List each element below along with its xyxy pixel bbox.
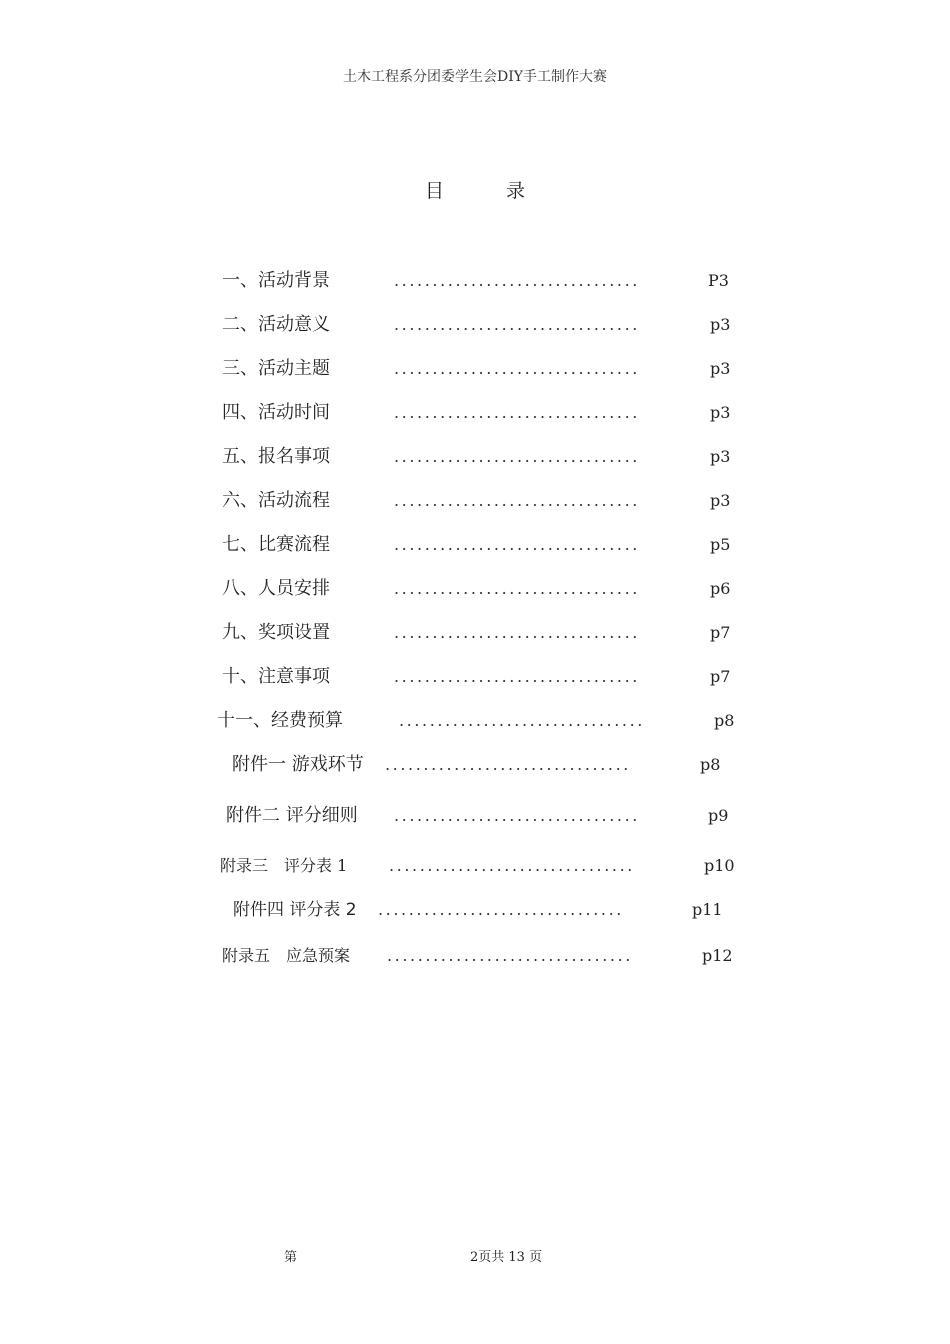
toc-entry[interactable] [222,312,730,338]
toc-page-number: p11 [692,900,723,919]
toc-leader-dots: ................................ [394,447,640,466]
toc-page-number: P3 [708,271,729,290]
toc-leader-dots: ................................ [394,315,640,334]
toc-entry-label: 十一、经费预算 [217,710,343,731]
toc-leader-dots: ................................ [394,623,640,642]
toc-title: 目 录 [424,180,554,202]
toc-page-number: p3 [710,403,731,422]
toc-entry-label: 三、活动主题 [222,358,330,379]
toc-leader-dots: ................................ [378,900,624,919]
toc-leader-dots: ................................ [399,711,645,730]
toc-entry[interactable] [217,708,735,734]
toc-page-number: p3 [710,447,731,466]
toc-leader-dots: ................................ [385,755,631,774]
toc-page-number: p12 [702,946,733,965]
toc-entry-label: 五、报名事项 [222,446,330,467]
toc-entry-label: 八、人员安排 [222,578,330,599]
toc-entry[interactable] [222,943,732,969]
toc-entry-label: 附录五 应急预案 [222,946,351,965]
page-header: 土木工程系分团委学生会DIY手工制作大赛 [343,69,607,85]
toc-entry-label: 一、活动背景 [222,270,330,291]
toc-entry[interactable] [222,620,730,646]
toc-entry[interactable] [226,803,728,829]
toc-page-number: p3 [710,315,731,334]
toc-entry-label: 四、活动时间 [222,402,330,423]
toc-entry-label: 九、奖项设置 [222,622,330,643]
footer-page-count: 2页共 13 页 [470,1250,543,1265]
toc-leader-dots: ................................ [394,491,640,510]
toc-page-number: p9 [708,806,729,825]
toc-leader-dots: ................................ [389,856,635,875]
toc-page-number: p7 [710,623,731,642]
toc-page-number: p8 [714,711,735,730]
toc-entry[interactable] [222,576,730,602]
toc-leader-dots: ................................ [394,359,640,378]
toc-entry[interactable] [220,853,735,879]
toc-entry-label: 六、活动流程 [222,490,330,511]
toc-entry-label: 附件四 评分表 2 [233,900,357,920]
toc-page-number: p7 [710,667,731,686]
toc-page-number: p8 [700,755,721,774]
toc-leader-dots: ................................ [394,403,640,422]
toc-leader-dots: ................................ [394,579,640,598]
toc-entry[interactable] [233,897,723,923]
toc-entry[interactable] [222,444,730,470]
toc-leader-dots: ................................ [394,806,640,825]
toc-leader-dots: ................................ [394,667,640,686]
toc-entry-label: 七、比赛流程 [222,534,330,555]
footer-page-prefix: 第 [284,1250,298,1265]
toc-entry[interactable] [232,752,722,778]
toc-entry[interactable] [222,400,730,426]
toc-entry[interactable] [222,356,730,382]
toc-page-number: p3 [710,359,731,378]
toc-entry[interactable] [222,488,730,514]
toc-entry[interactable] [222,268,730,294]
toc-entry-label: 附录三 评分表 1 [220,856,348,875]
toc-entry[interactable] [222,664,730,690]
toc-page-number: p10 [704,856,735,875]
toc-leader-dots: ................................ [394,535,640,554]
toc-entry-label: 附件一 游戏环节 [232,754,364,775]
toc-page-number: p6 [710,579,731,598]
toc-entry-label: 附件二 评分细则 [226,805,358,826]
toc-entry[interactable] [222,532,730,558]
toc-entry-label: 二、活动意义 [222,314,330,335]
toc-entry-label: 十、注意事项 [222,666,330,687]
toc-leader-dots: ................................ [387,946,633,965]
toc-page-number: p3 [710,491,731,510]
toc-leader-dots: ................................ [394,271,640,290]
toc-page-number: p5 [710,535,731,554]
